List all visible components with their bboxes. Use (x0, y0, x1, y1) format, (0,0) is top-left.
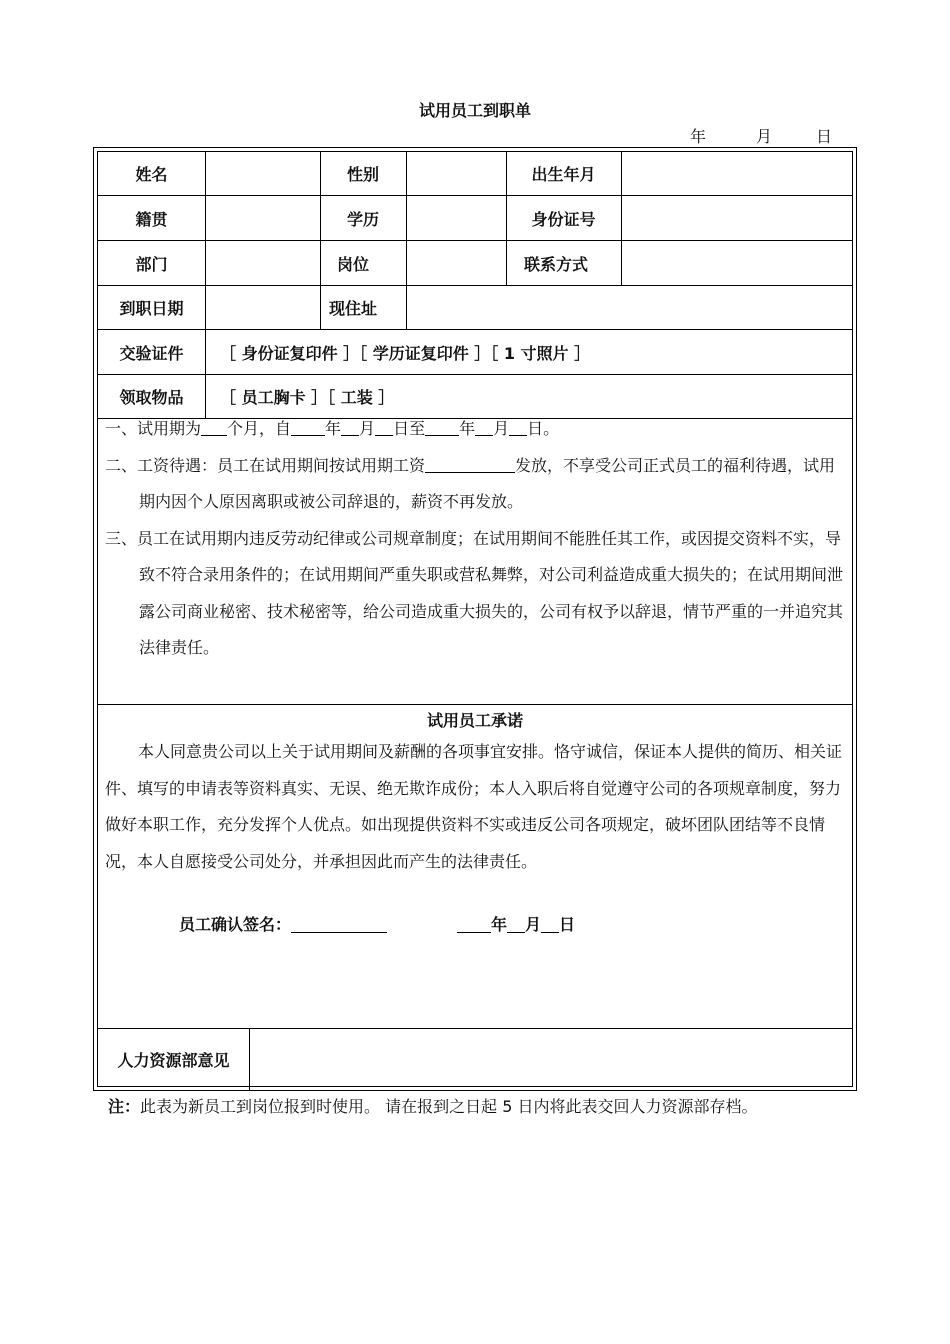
footnote (108, 1094, 757, 1117)
label-start-date: 到职日期 (119, 299, 184, 318)
label-contact: 联系方式 (523, 254, 588, 274)
form-table (93, 147, 857, 1091)
signature-line (179, 908, 679, 938)
label-birth: 出生年月 (531, 165, 596, 184)
signature-blank[interactable] (291, 914, 387, 933)
sign-month-blank[interactable] (507, 914, 525, 933)
label-gender: 性别 (346, 165, 379, 184)
footnote-prefix: 注： (108, 1097, 141, 1116)
col-divider (621, 152, 622, 285)
label-id-number: 身份证号 (531, 209, 596, 229)
col-divider (205, 152, 206, 418)
term-3: 三、员工在试用期内违反劳动纪律或公司规章制度；在试用期间不能胜任其工作，或因提交资料不实，导致不符合录用条件的；在试用期间严重失职或营私舞弊，对公司利益造成重大损失的；在试用期间泄露公司商业秘密、技术秘密等，给公司造成重大损失的，公司有权予以辞退，情节严重的一并追究其法律责任。 (105, 528, 844, 657)
row-divider (98, 704, 852, 705)
footnote-text: 此表为新员工到岗位报到时使用。 请在报到之日起 5 日内将此表交回人力资源部存档。 (140, 1097, 758, 1116)
sign-month: 月 (525, 914, 542, 934)
terms-block (105, 411, 850, 667)
sign-day-blank[interactable] (541, 914, 559, 933)
documents-value: ［ 身份证复印件 ］［ 学历证复印件 ］［ 1 寸照片 ］ (220, 343, 591, 363)
label-items: 领取物品 (119, 388, 184, 407)
term-1: 一、试用期为 个月，自 年 月 日至 年 月 日。 (105, 419, 560, 438)
commitment-title: 试用员工承诺 (426, 711, 523, 730)
form-table-inner (97, 151, 853, 1087)
label-native-place: 籍贯 (135, 209, 168, 229)
label-department: 部门 (135, 254, 168, 274)
col-divider (406, 152, 407, 329)
header-date-month: 月 (756, 127, 773, 146)
sign-year: 年 (491, 914, 508, 934)
label-address: 现住址 (328, 299, 377, 318)
term-2: 二、工资待遇：员工在试用期间按试用期工资 发放，不享受公司正式员工的福利待遇，试用期内因个人原因离职或被公司辞退的，薪资不再发放。 (105, 455, 836, 511)
label-name: 姓名 (135, 165, 168, 184)
header-date-day: 日 (816, 127, 833, 146)
col-divider (249, 1028, 250, 1090)
signature-label: 员工确认签名： (179, 914, 292, 934)
sign-day: 日 (559, 914, 576, 934)
commitment-body: 本人同意贵公司以上关于试用期间及薪酬的各项事宜安排。恪守诚信，保证本人提供的简历、相关证件、填写的申请表等资料真实、无误、绝无欺诈成份；本人入职后将自觉遵守公司的各项规章制度，努力做好本职工作，充分发挥个人优点。如出现提供资料不实或违反公司各项规定，破坏团队团结等不良情况，本人自愿接受公司处分，并承担因此而产生的法律责任。 (105, 742, 843, 871)
header-date-year: 年 (690, 127, 707, 146)
label-education: 学历 (346, 209, 379, 229)
items-value: ［ 员工胸卡 ］［ 工装 ］ (220, 388, 395, 407)
label-documents: 交验证件 (119, 343, 184, 363)
label-hr-opinion: 人力资源部意见 (117, 1050, 230, 1070)
sign-year-blank[interactable] (457, 914, 491, 933)
page-title: 试用员工到职单 (418, 101, 531, 120)
row-divider (98, 285, 852, 286)
label-position: 岗位 (336, 254, 369, 274)
row-divider (98, 240, 852, 241)
row-divider (98, 195, 852, 196)
